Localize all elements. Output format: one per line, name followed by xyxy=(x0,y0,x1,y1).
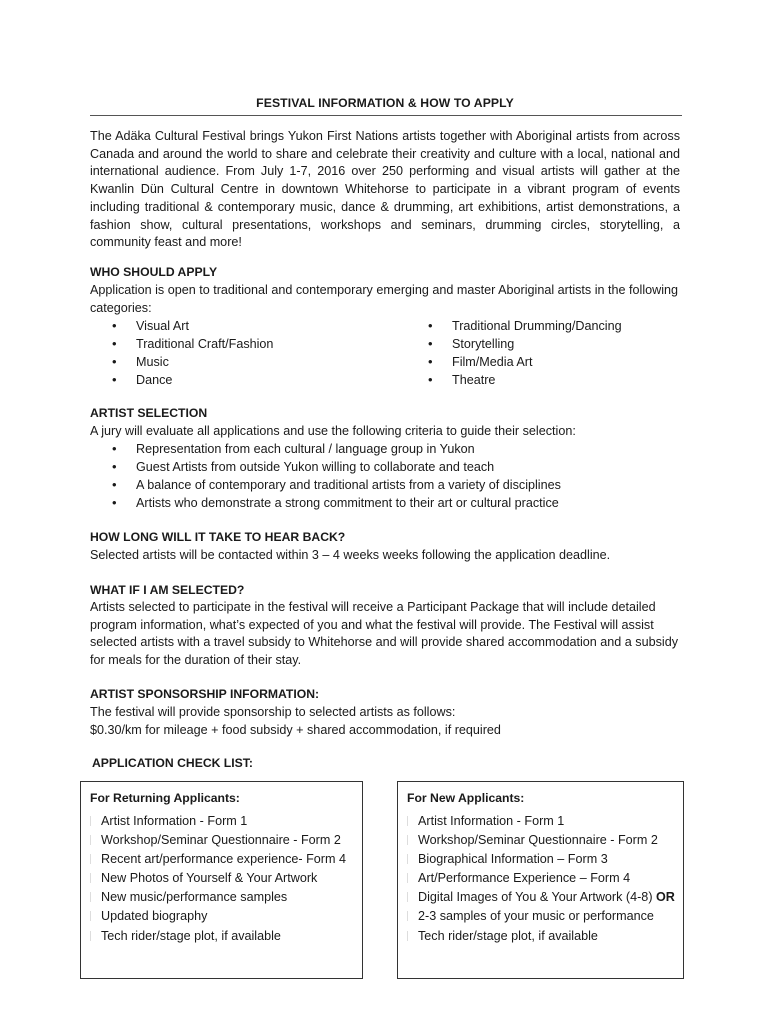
hear-back-section xyxy=(90,529,682,564)
category-item: • Dance xyxy=(90,371,406,389)
criteria-item: • A balance of contemporary and traditional artists from a variety of disciplines xyxy=(90,476,682,494)
criteria-item: • Guest Artists from outside Yukon willing to collaborate and teach xyxy=(90,458,682,476)
category-item: • Storytelling xyxy=(406,335,622,353)
checkbox-mark xyxy=(407,873,414,883)
new-applicants-box xyxy=(397,781,684,979)
checklist-item: Artist Information - Form 1 xyxy=(90,812,346,831)
sponsorship-heading: ARTIST SPONSORSHIP INFORMATION: xyxy=(90,687,320,701)
checklist-item: 2-3 samples of your music or performance xyxy=(407,907,675,926)
sponsorship-section xyxy=(90,686,682,739)
checkbox-mark xyxy=(407,816,414,826)
category-columns xyxy=(90,317,682,389)
category-item: • Music xyxy=(90,353,406,371)
artist-selection-text: A jury will evaluate all applications and use the following criteria to guide their selection: xyxy=(90,424,576,438)
hear-back-heading: HOW LONG WILL IT TAKE TO HEAR BACK? xyxy=(90,530,346,544)
category-item: • Traditional Craft/Fashion xyxy=(90,335,406,353)
if-selected-section xyxy=(90,582,682,669)
if-selected-heading: WHAT IF I AM SELECTED? xyxy=(90,583,245,597)
artist-selection-section xyxy=(90,405,682,512)
checklist-item: Workshop/Seminar Questionnaire - Form 2 xyxy=(90,831,346,850)
checklist-item: Recent art/performance experience- Form 4 xyxy=(90,850,346,869)
criteria-list xyxy=(90,440,682,512)
page-title: FESTIVAL INFORMATION & HOW TO APPLY xyxy=(256,96,514,110)
title-underline xyxy=(90,115,682,116)
checkbox-mark xyxy=(90,816,97,826)
who-should-apply-heading: WHO SHOULD APPLY xyxy=(90,265,218,279)
checklist-item: Updated biography xyxy=(90,907,346,926)
criteria-item: • Artists who demonstrate a strong commitment to their art or cultural practice xyxy=(90,494,682,512)
checkbox-mark xyxy=(407,854,414,864)
new-checklist xyxy=(407,812,675,946)
checklist-item: New Photos of Yourself & Your Artwork xyxy=(90,869,346,888)
checkbox-mark xyxy=(407,911,414,921)
category-list-left xyxy=(90,317,406,389)
checklist-item: Digital Images of You & Your Artwork (4-8) OR xyxy=(407,888,675,907)
criteria-item: • Representation from each cultural / language group in Yukon xyxy=(90,440,682,458)
checklist-item: Art/Performance Experience – Form 4 xyxy=(407,869,675,888)
who-should-apply-section xyxy=(90,264,682,389)
checkbox-mark xyxy=(407,835,414,845)
checkbox-mark xyxy=(90,873,97,883)
checklist-item: Workshop/Seminar Questionnaire - Form 2 xyxy=(407,831,675,850)
checklist-heading: APPLICATION CHECK LIST: xyxy=(92,756,253,770)
category-item: • Film/Media Art xyxy=(406,353,622,371)
sponsorship-line-2: $0.30/km for mileage + food subsidy + shared accommodation, if required xyxy=(90,723,501,737)
category-list-right xyxy=(406,317,622,389)
artist-selection-heading: ARTIST SELECTION xyxy=(90,406,208,420)
checkbox-mark xyxy=(90,931,97,941)
category-item: • Theatre xyxy=(406,371,622,389)
checkbox-mark xyxy=(90,854,97,864)
checklist-item: Tech rider/stage plot, if available xyxy=(407,927,675,946)
who-should-apply-text: Application is open to traditional and contemporary emerging and master Aboriginal artists in the following categories: xyxy=(90,283,679,315)
returning-checklist xyxy=(90,812,346,946)
category-item: • Visual Art xyxy=(90,317,406,335)
sponsorship-line-1: The festival will provide sponsorship to selected artists as follows: xyxy=(90,705,456,719)
checklist-item: Tech rider/stage plot, if available xyxy=(90,927,346,946)
hear-back-text: Selected artists will be contacted within 3 – 4 weeks weeks following the application deadline. xyxy=(90,548,611,562)
or-label: OR xyxy=(656,890,675,905)
category-item: • Traditional Drumming/Dancing xyxy=(406,317,622,335)
checklist-item: Biographical Information – Form 3 xyxy=(407,850,675,869)
checkbox-mark xyxy=(90,892,97,902)
intro-paragraph: The Adäka Cultural Festival brings Yukon First Nations artists together with Aboriginal artists from across Canada and around the world to share and celebrate their creativity and culture with a local, national and international audience. From July 1-7, 2016 over 250 performing and visual artists will gather at the Kwanlin Dün Cultural Centre in downtown Whitehorse to participate in a vibrant program of events including traditional & contemporary music, dance & drumming, art exhibitions, artist demonstrations, a fashion show, cultural presentations, workshops and seminars, drumming circles, storytelling, a community feast and more! xyxy=(90,129,680,250)
returning-applicants-heading: For Returning Applicants: xyxy=(90,791,240,805)
if-selected-text: Artists selected to participate in the festival will receive a Participant Package that will include detailed program information, what’s expected of you and what the festival will provide. The Festival will assist selected artists with a travel subsidy to Whitehorse and will provide shared accommodation and a subsidy for meals for the duration of their stay. xyxy=(90,600,679,667)
checkbox-mark xyxy=(90,835,97,845)
checklist-item: New music/performance samples xyxy=(90,888,346,907)
checkbox-mark xyxy=(407,931,414,941)
checklist-item: Artist Information - Form 1 xyxy=(407,812,675,831)
returning-applicants-box xyxy=(80,781,363,979)
checkbox-mark xyxy=(90,911,97,921)
checkbox-mark xyxy=(407,892,414,902)
new-applicants-heading: For New Applicants: xyxy=(407,791,525,805)
